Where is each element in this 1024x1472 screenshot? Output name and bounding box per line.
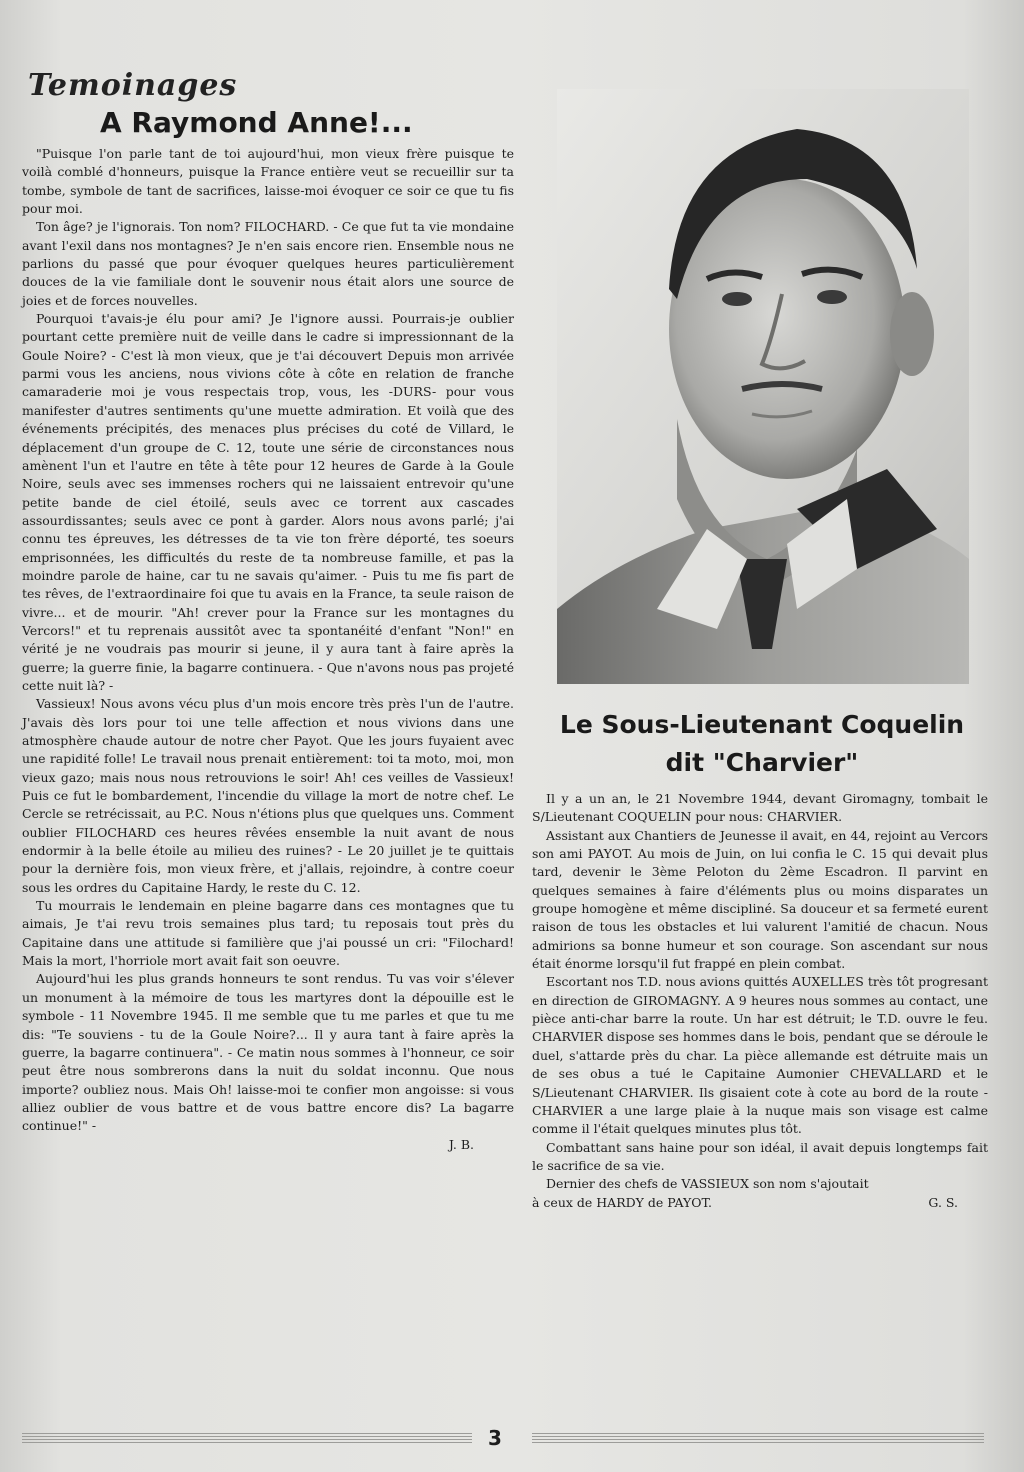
article-title: A Raymond Anne!... <box>100 106 413 139</box>
right-article-column <box>532 790 988 1212</box>
left-article-column <box>22 145 514 1154</box>
right-paragraph-4: Combattant sans haine pour son idéal, il avait depuis longtemps fait le sacrifice de sa vie. <box>532 1139 988 1173</box>
left-paragraph-4: Vassieux! Nous avons vécu plus d'un mois encore très près l'un de l'autre. J'avais dès lors pour toi une telle affection et nous vivions dans une atmosphère chaude autour de notre cher Payot. Que les jours fuyaient avec une rapidité folle! Le travail nous prenait entièrement: toi ta moto, moi, mon vieux gazo; mais nous nous retrouvions le soir! Ah! ces veilles de Vassieux! Puis ce fut le bombardement, l'incendie du village la mort de notre chef. Le Cercle se retrécissait, au P.C. Nous n'étions plus que quelques uns. Comment oublier FILOCHARD ces heures rêvées ensemble la nuit avant de nous endormir à la belle étoile au milieu des ruines? - Le 20 juillet je te quittais pour la dernière fois, mon vieux frère, et j'allais, rejoindre, à contre coeur sous les ordres du Capitaine Hardy, le reste du C. 12. <box>22 696 514 895</box>
left-paragraph-5: Tu mourrais le lendemain en pleine bagarre dans ces montagnes que tu aimais, Je t'ai revu trois semaines plus tard; tu reposais tout près du Capitaine dans une attitude si familière que j'ai poussé un cri: "Filochard! Mais la mort, l'horriole mort avait fait son oeuvre. <box>22 898 514 969</box>
right-paragraph-3: Escortant nos T.D. nous avions quittés AUXELLES très tôt progresant en direction de GIROMAGNY. A 9 heures nous sommes au contact, une pièce anti-char barre la route. Un har est détruit; le T.D. ouvre le feu. CHARVIER dispose ses hommes dans le bois, pendant que se déroule le duel, s'attarde près du char. La pièce allemande est détruite mais un de ses obus a tué le Capitaine Aumonier CHEVALLARD et le S/Lieutenant CHARVIER. Ils gisaient cote à cote au bord de la route - CHARVIER a une large plaie à la nuque mais son visage est calme comme il l'était quelques minutes plus tôt. <box>532 974 988 1137</box>
portrait-photo <box>557 89 969 684</box>
portrait-image <box>557 89 969 684</box>
left-signature: J. B. <box>448 1136 474 1152</box>
left-paragraph-3: Pourquoi t'avais-je élu pour ami? Je l'ignore aussi. Pourrais-je oublier pourtant cette première nuit de veille dans le cadre si impressionnant de la Goule Noire? - C'est là mon vieux, que je t'ai découvert Depuis mon arrivée parmi vous les anciens, nous vivions côte à côte en relation de franche camaraderie moi je vous respectais trop, vous, les -DURS- pour vous manifester d'autres sentiments qu'une muette admiration. Et voilà que des événements précipités, des menaces plus précises du coté de Villard, le déplacement d'un groupe de C. 12, toute une série de circonstances nous amènent l'un et l'autre en tête à tête pour 12 heures de Garde à la Goule Noire, seuls avec ses immenses rochers qui ne laissaient entrevoir qu'une petite bande de ciel étoilé, seuls avec ce torrent aux cascades assourdissantes; seuls avec ce pont à garder. Alors nous avons parlé; j'ai connu tes épreuves, les détresses de ta vie ton frère déporté, tes soeurs emprisonnées, les difficultés du reste de ta nombreuse famille, et pas la moindre parole de haine, car tu ne savais qu'aimer. - Puis tu me fis part de tes rêves, de l'extraordinaire foi que tu avais en la France, ta seule raison de vivre... et de mourir. "Ah! crever pour la France sur les montagnes du Vercors!" et tu reprenais aussitôt avec ta spontanéité d'enfant "Non!" en vérité je ne voudrais pas mourir si jeune, il y aura tant à faire après la guerre; la guerre finie, la bagarre continuera. - Que n'avons nous pas projeté cette nuit là? - <box>22 311 514 693</box>
right-paragraph-1: Il y a un an, le 21 Novembre 1944, devant Giromagny, tombait le S/Lieutenant COQUELIN pour nous: CHARVIER. <box>532 791 988 825</box>
right-paragraph-2: Assistant aux Chantiers de Jeunesse il avait, en 44, rejoint au Vercors son ami PAYOT. Au mois de Juin, on lui confia le C. 15 qui devait plus tard, devenir le 3ème Peloton du 2ème Escadron. Il parvint en quelques semaines à faire d'éléments plus ou moins disparates un groupe homogène et même discipliné. Sa douceur et sa fermeté eurent raison de tous les obstacles et lui valurent l'amitié de chacun. Nous admirions sa bonne humeur et son courage. Son ascendant sur nous était énorme lorsqu'il fut frappé en plein combat. <box>532 827 988 972</box>
footer-rule-left <box>22 1433 472 1443</box>
left-paragraph-1: "Puisque l'on parle tant de toi aujourd'hui, mon vieux frère puisque te voilà comblé d'honneurs, puisque la France entière veut se recueillir sur ta tombe, symbole de tant de sacrifices, laisse-moi évoquer ce soir ce que tu fis pour moi. <box>22 146 514 217</box>
left-signature-line <box>22 1136 514 1154</box>
section-title: Temoinages <box>28 68 238 103</box>
left-paragraph-2: Ton âge? je l'ignorais. Ton nom? FILOCHARD. - Ce que fut ta vie mondaine avant l'exil dans nos montagnes? Je n'en sais encore rien. Ensemble nous ne parlions du passé que pour évoquer quelques heures particulièrement douces de la vie familiale dont le souvenir nous était alors une source de joies et de forces nouvelles. <box>22 219 514 308</box>
right-title-line-2: dit "Charvier" <box>665 748 859 777</box>
right-article-title <box>532 706 992 782</box>
right-last-line: à ceux de HARDY de PAYOT. <box>532 1194 712 1210</box>
right-title-line-1: Le Sous-Lieutenant Coquelin <box>559 710 965 739</box>
page-number: 3 <box>488 1426 502 1450</box>
right-signature-line <box>532 1194 988 1212</box>
right-paragraph-5: Dernier des chefs de VASSIEUX son nom s'ajoutait <box>546 1176 869 1192</box>
left-paragraph-6: Aujourd'hui les plus grands honneurs te sont rendus. Tu vas voir s'élever un monument à la mémoire de tous les martyres dont la dépouille est le symbole - 11 Novembre 1945. Il me semble que tu me parles et que tu me dis: "Te souviens - tu de la Goule Noire?... Il y aura tant à faire après la guerre, la bagarre continuera". - Ce matin nous sommes à l'honneur, ce soir peut être nous sombrerons dans la nuit du soldat inconnu. Que nous importe? oubliez nous. Mais Oh! laisse-moi te confier mon angoisse: si vous alliez oublier de vous battre et de vous battre encore dis? La bagarre continue!" - <box>22 971 514 1134</box>
footer-rule-right <box>532 1433 984 1443</box>
right-signature: G. S. <box>928 1194 958 1210</box>
